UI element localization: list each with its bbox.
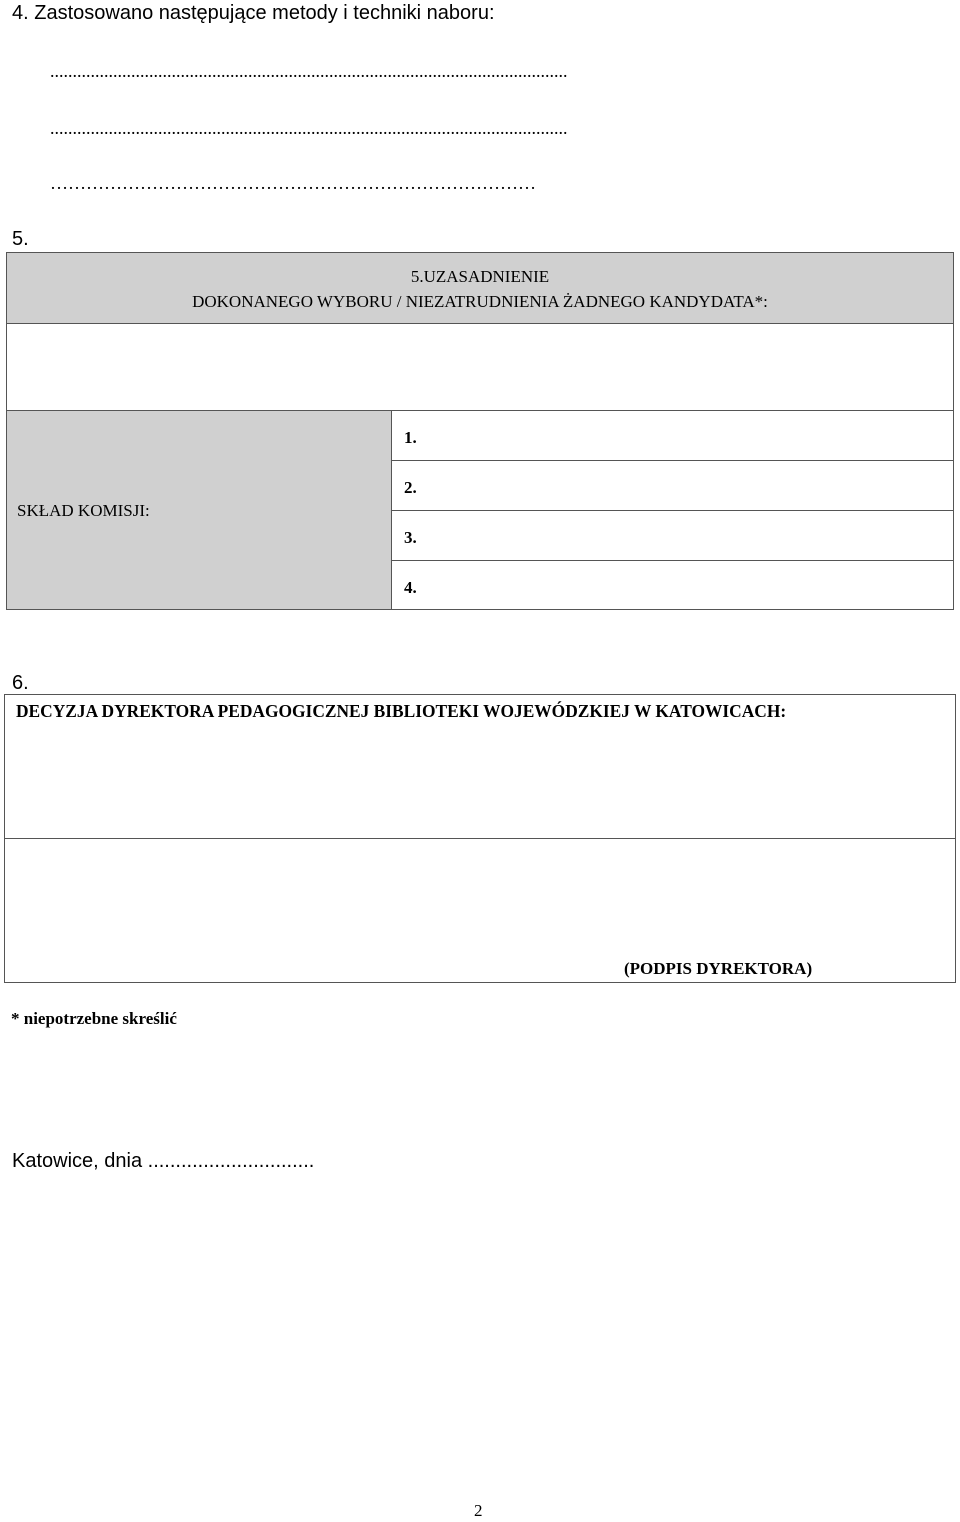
fill-line-3: ……………………………………………………………………… xyxy=(50,173,536,193)
section-5-title-line-1: 5.UZASADNIENIE xyxy=(410,267,550,286)
footnote: * niepotrzebne skreślić xyxy=(11,1009,177,1028)
director-decision-box xyxy=(4,694,956,983)
committee-member-number: 1. xyxy=(404,428,417,447)
decision-divider xyxy=(5,838,955,839)
fill-line-1: ................................................................................................................... xyxy=(50,61,568,81)
section-6-title: DECYZJA DYREKTORA PEDAGOGICZNEJ BIBLIOTEKI WOJEWÓDZKIEJ W KATOWICACH: xyxy=(16,701,787,721)
committee-member-row[interactable] xyxy=(392,561,953,611)
section-5-number: 5. xyxy=(12,228,29,250)
committee-member-row[interactable] xyxy=(392,461,953,511)
section-4-heading: 4. Zastosowano następujące metody i techniki naboru: xyxy=(12,2,495,24)
committee-member-row[interactable] xyxy=(392,511,953,561)
place-date-line: Katowice, dnia .............................. xyxy=(12,1150,315,1172)
committee-label: SKŁAD KOMISJI: xyxy=(17,501,150,520)
committee-member-number: 3. xyxy=(404,528,417,547)
committee-label-cell xyxy=(6,410,392,610)
section-5-title-line-2: DOKONANEGO WYBORU / NIEZATRUDNIENIA ŻADNEGO KANDYDATA*: xyxy=(192,292,768,311)
fill-line-2: ................................................................................................................... xyxy=(50,118,568,138)
section-5-header-box xyxy=(6,252,954,324)
section-6-number: 6. xyxy=(12,672,29,694)
director-signature-label: (PODPIS DYREKTORA) xyxy=(624,959,813,978)
committee-members-table xyxy=(391,410,954,610)
page-number: 2 xyxy=(474,1501,483,1520)
committee-member-number: 2. xyxy=(404,478,417,497)
committee-member-number: 4. xyxy=(404,578,417,597)
justification-field[interactable] xyxy=(6,324,954,410)
committee-member-row[interactable] xyxy=(392,411,953,461)
